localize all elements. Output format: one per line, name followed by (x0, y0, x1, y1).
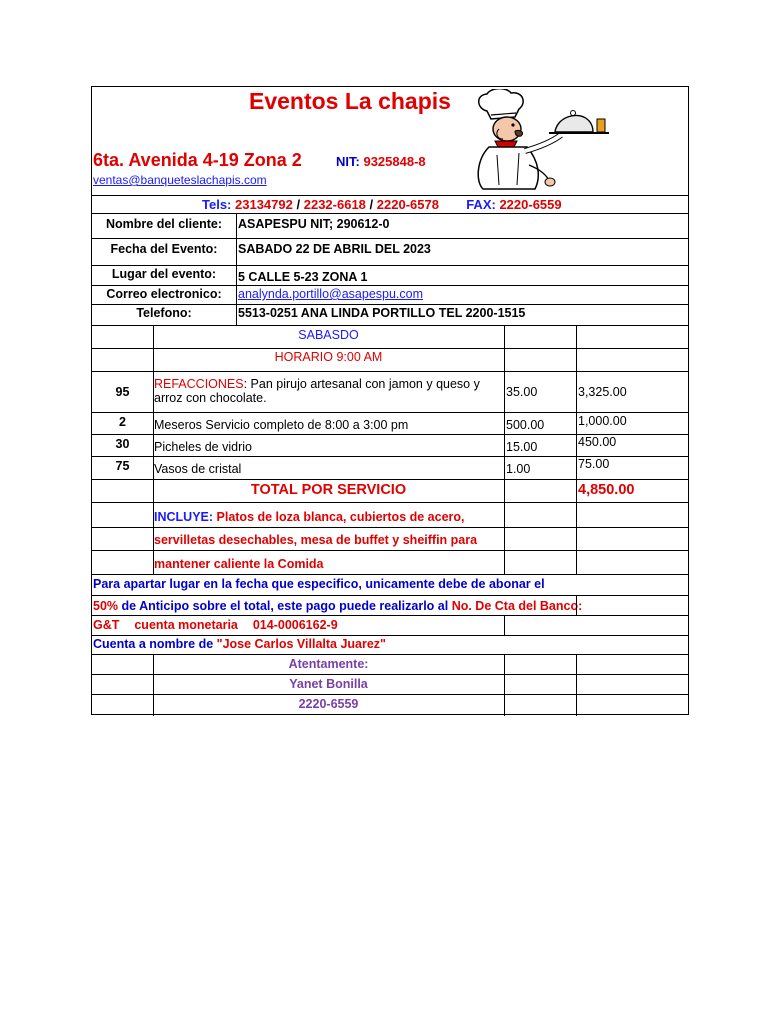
tel-3: 2220-6578 (376, 197, 439, 212)
payment-text: de Anticipo sobre el total, este pago puede realizarlo al (118, 599, 452, 613)
company-address: 6ta. Avenida 4-19 Zona 2 (93, 150, 302, 170)
item-qty: 75 (115, 459, 130, 473)
tel-2: 2232-6618 (303, 197, 366, 212)
account-holder-label: Cuenta a nombre de (93, 637, 217, 651)
tel-1: 23134792 (235, 197, 293, 212)
account-number: 014-0006162-9 (252, 618, 338, 632)
company-title: Eventos La chapis (249, 88, 451, 114)
item-desc-line: arroz con chocolate. (154, 391, 267, 405)
includes-line: mantener caliente la Comida (154, 557, 324, 571)
item-unit-price: 35.00 (506, 385, 538, 399)
nit-value: 9325848-8 (363, 154, 426, 169)
client-phone-value: 5513-0251 ANA LINDA PORTILLO TEL 2200-1515 (238, 306, 526, 320)
nit-label: NIT: (336, 154, 360, 169)
item-qty: 95 (115, 385, 130, 399)
event-date-label: Fecha del Evento: (110, 242, 218, 256)
quote-sheet (91, 86, 689, 715)
signature-phone: 2220-6559 (298, 697, 359, 711)
item-desc: Meseros Servicio completo de 8:00 a 3:00 pm (154, 418, 409, 432)
includes-line (154, 510, 465, 524)
fax-label: FAX: (466, 197, 496, 212)
bank-account-line (93, 618, 338, 632)
separator: / (369, 197, 374, 212)
account-type: cuenta monetaria (134, 618, 238, 632)
item-qty: 30 (115, 437, 130, 451)
item-qty: 2 (119, 415, 126, 429)
item-unit-price: 500.00 (506, 418, 545, 432)
includes-text: Platos de loza blanca, cubiertos de acero, (213, 510, 465, 524)
item-total: 3,325.00 (578, 385, 627, 399)
event-place-label: Lugar del evento: (111, 267, 217, 281)
item-total: 75.00 (578, 457, 610, 471)
phones-line (202, 198, 562, 212)
bank-account-label: No. De Cta del Banco: (451, 599, 583, 613)
chef-logo (469, 89, 615, 193)
item-total: 450.00 (578, 435, 617, 449)
event-date-value: SABADO 22 DE ABRIL DEL 2023 (238, 242, 431, 256)
client-name-value: ASAPESPU NIT; 290612-0 (238, 217, 390, 231)
client-phone-label: Telefono: (136, 306, 192, 320)
payment-line (93, 599, 582, 613)
signature-name: Yanet Bonilla (289, 677, 368, 691)
company-email[interactable]: ventas@banqueteslachapis.com (93, 173, 267, 187)
total-label: TOTAL POR SERVICIO (250, 482, 407, 498)
total-value: 4,850.00 (578, 482, 635, 498)
item-desc: Vasos de cristal (154, 462, 242, 476)
account-holder-name: "Jose Carlos Villalta Juarez" (216, 637, 386, 651)
item-unit-price: 15.00 (506, 440, 538, 454)
includes-line: servilletas desechables, mesa de buffet y sheiffin para (154, 533, 478, 547)
nit (336, 155, 426, 169)
item-unit-price: 1.00 (506, 462, 531, 476)
account-holder-line (93, 637, 386, 651)
client-name-label: Nombre del cliente: (106, 217, 222, 231)
bank-name: G&T (93, 618, 120, 632)
event-time: HORARIO 9:00 AM (274, 350, 383, 364)
payment-percent: 50% (93, 599, 119, 613)
signature-greeting: Atentamente: (288, 657, 369, 671)
item-desc (154, 377, 480, 405)
client-email-label: Correo electronico: (106, 287, 222, 301)
item-desc-line: : Pan pirujo artesanal con jamon y queso y (243, 377, 480, 391)
client-email-value[interactable]: analynda.portillo@asapespu.com (238, 287, 424, 301)
payment-line: Para apartar lugar en la fecha que especifico, unicamente debe de abonar el (93, 577, 545, 591)
tels-label: Tels: (202, 197, 232, 212)
event-day: SABASDO (298, 328, 359, 342)
includes-label: INCLUYE: (154, 510, 214, 524)
item-desc-prefix: REFACCIONES (154, 377, 244, 391)
item-total: 1,000.00 (578, 414, 627, 428)
fax-value: 2220-6559 (499, 197, 562, 212)
item-desc: Picheles de vidrio (154, 440, 252, 454)
separator: / (296, 197, 301, 212)
event-place-value: 5 CALLE 5-23 ZONA 1 (238, 270, 368, 284)
